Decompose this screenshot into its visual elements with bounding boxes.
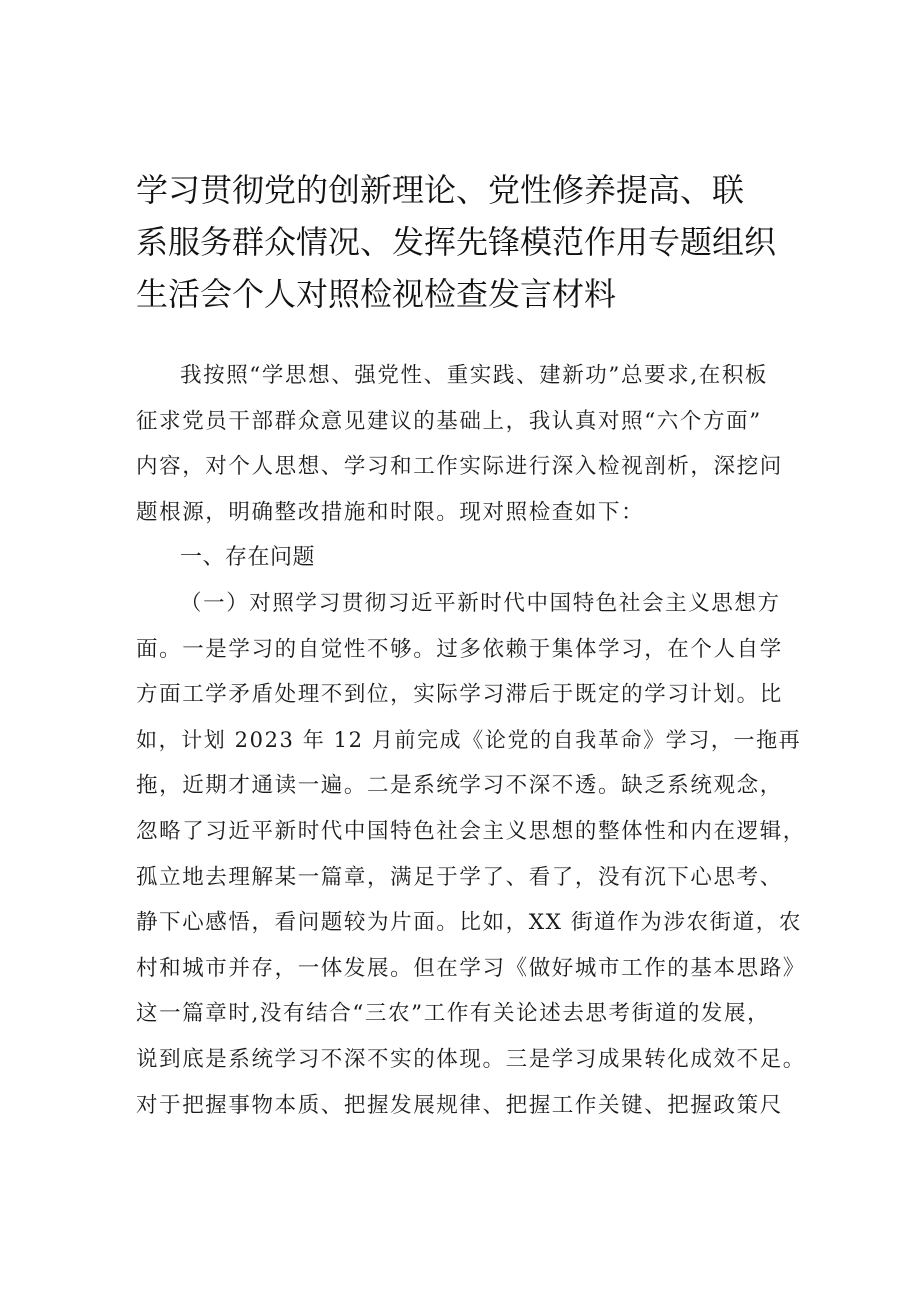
document-body (136, 353, 808, 1128)
intro-paragraph (136, 353, 808, 535)
paragraph-line: 内容，对个人思想、学习和工作实际进行深入检视剖析，深挖问 (136, 454, 783, 480)
title-line: 系服务群众情况、发挥先锋模范作用专题组织 (136, 223, 777, 261)
paragraph-line: 面。一是学习的自觉性不够。过多依赖于集体学习，在个人自学 (136, 636, 783, 662)
document-title (136, 164, 816, 320)
paragraph-line: 如，计划 2023 年 12 月前完成《论党的自我革命》学习，一拖再 (136, 727, 802, 752)
paragraph-line: 对于把握事物本质、把握发展规律、把握工作关键、把握政策尺 (136, 1092, 783, 1118)
paragraph-line: 征求党员干部群众意见建议的基础上，我认真对照“六个方面” (136, 408, 762, 434)
paragraph-line: 静下心感悟，看问题较为片面。比如，XX 街道作为涉农街道，农 (136, 910, 802, 936)
paragraph-line: 拖，近期才通读一遍。二是系统学习不深不透。缺乏系统观念， (136, 773, 783, 799)
paragraph-line: 这一篇章时,没有结合“三农”工作有关论述去思考街道的发展， (136, 1001, 771, 1027)
paragraph-line: 村和城市并存，一体发展。但在学习《做好城市工作的基本思路》 (136, 955, 806, 981)
title-line: 学习贯彻党的创新理论、党性修养提高、联 (136, 171, 745, 209)
paragraph-line: 孤立地去理解某一篇章，满足于学了、看了，没有沉下心思考、 (136, 864, 783, 890)
paragraph-line: 我按照“学思想、强党性、重实践、建新功”总要求,在积板 (180, 363, 769, 388)
paragraph-line: 方面工学矛盾处理不到位，实际学习滞后于既定的学习计划。比 (136, 682, 783, 708)
title-line: 生活会个人对照检视检查发言材料 (136, 275, 617, 313)
paragraph-line: 忽略了习近平新时代中国特色社会主义思想的整体性和内在逻辑， (136, 818, 806, 844)
section-heading: 一、存在问题 (180, 545, 316, 571)
paragraph-line: （一）对照学习贯彻习近平新时代中国特色社会主义思想方 (180, 590, 781, 616)
paragraph-line: 题根源，明确整改措施和时限。现对照检查如下： (136, 499, 645, 525)
section-paragraph (136, 581, 808, 1128)
paragraph-line: 说到底是系统学习不深不实的体现。三是学习成果转化成效不足。 (136, 1046, 806, 1072)
